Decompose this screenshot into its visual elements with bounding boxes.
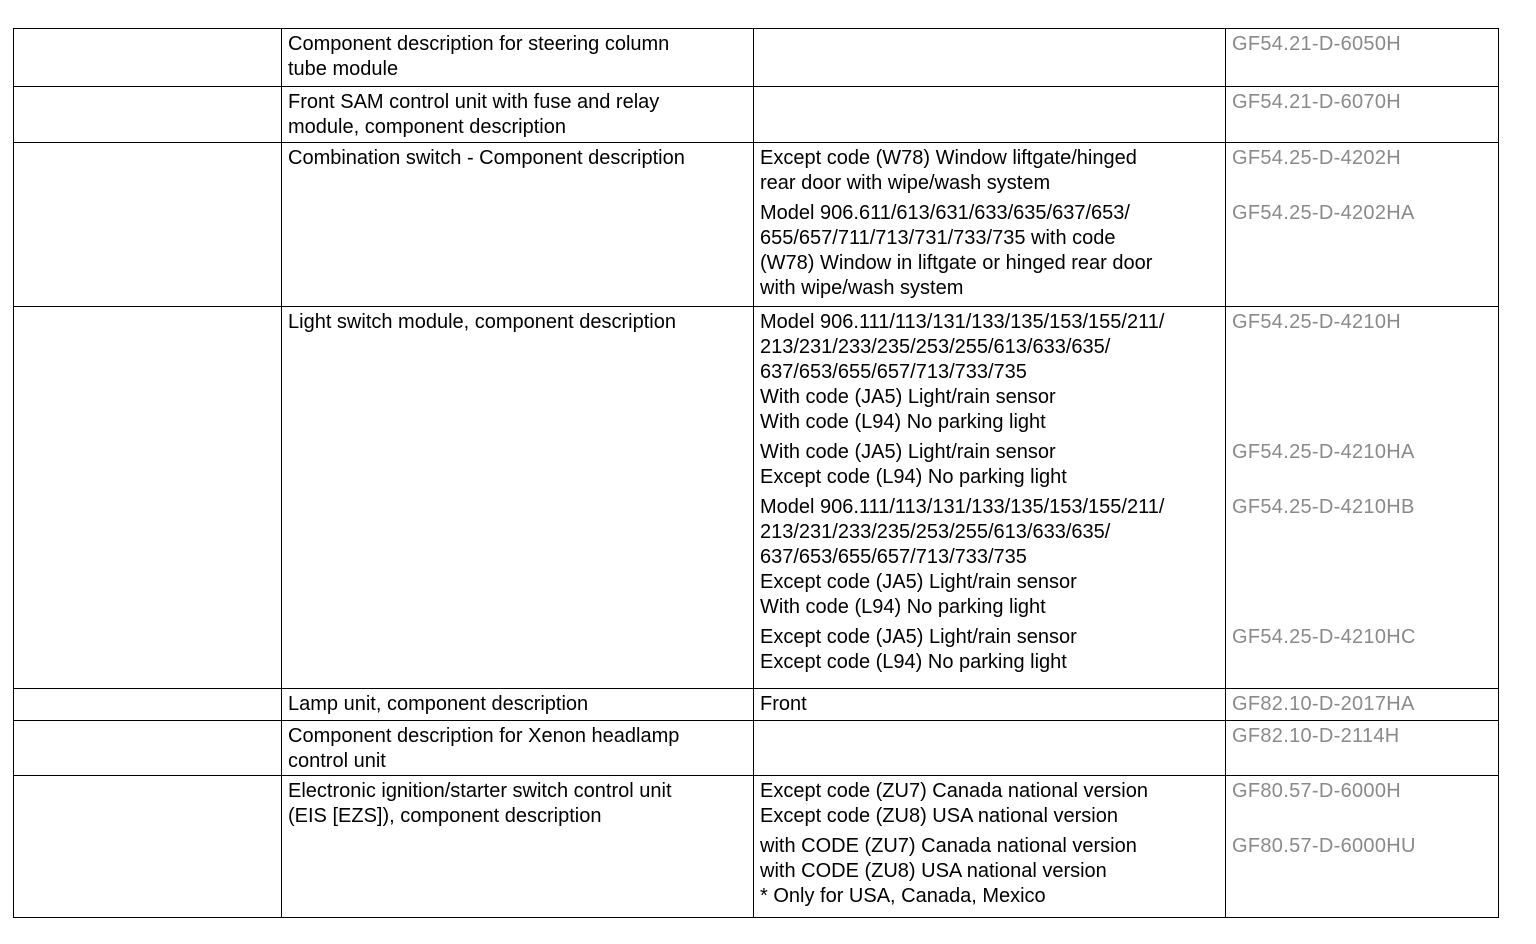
document-code-link[interactable]: GF54.21-D-6070H <box>1232 91 1402 113</box>
document-code-link[interactable]: GF54.25-D-4210HA <box>1232 441 1415 463</box>
condition-block <box>760 310 1221 435</box>
table-body <box>14 29 1499 918</box>
condition-line: Except code (ZU7) Canada national version <box>760 780 1148 802</box>
document-code-cell <box>1226 87 1499 143</box>
condition-line: 637/653/655/657/713/733/735 <box>760 546 1027 568</box>
component-description-cell <box>282 87 754 143</box>
component-description-line: Electronic ignition/starter switch control unit <box>288 780 672 802</box>
condition-line: Except code (JA5) Light/rain sensor <box>760 571 1077 593</box>
condition-cell <box>754 143 1226 307</box>
component-description-line: module, component description <box>288 116 566 138</box>
condition-line: 213/231/233/235/253/255/613/633/635/ <box>760 336 1111 358</box>
condition-block <box>760 834 1221 909</box>
condition-cell <box>754 776 1226 918</box>
condition-line: Except code (ZU8) USA national version <box>760 805 1118 827</box>
table-row <box>14 689 1499 721</box>
document-code-cell <box>1226 29 1499 87</box>
condition-line: Except code (W78) Window liftgate/hinged <box>760 147 1137 169</box>
document-code-cell <box>1226 689 1499 721</box>
empty-cell <box>14 307 282 689</box>
component-description-cell <box>282 721 754 776</box>
condition-line: with CODE (ZU8) USA national version <box>760 860 1107 882</box>
component-description-line: control unit <box>288 750 386 772</box>
table-row <box>14 87 1499 143</box>
condition-block <box>760 779 1221 829</box>
empty-cell <box>14 689 282 721</box>
condition-cell <box>754 689 1226 721</box>
component-description-cell <box>282 143 754 307</box>
condition-line: Model 906.111/113/131/133/135/153/155/211/ <box>760 311 1165 333</box>
table-row <box>14 721 1499 776</box>
condition-line: With code (JA5) Light/rain sensor <box>760 386 1056 408</box>
condition-cell <box>754 307 1226 689</box>
component-description-line: Component description for steering column <box>288 33 670 55</box>
condition-line: 655/657/711/713/731/733/735 with code <box>760 227 1116 249</box>
condition-line: (W78) Window in liftgate or hinged rear door <box>760 252 1153 274</box>
document-code-cell <box>1226 307 1499 689</box>
document-code-link[interactable]: GF54.21-D-6050H <box>1232 33 1402 55</box>
condition-line: Front <box>760 693 807 715</box>
component-description-cell <box>282 776 754 918</box>
component-description-cell <box>282 689 754 721</box>
condition-line: Except code (L94) No parking light <box>760 466 1067 488</box>
empty-cell <box>14 87 282 143</box>
table-row <box>14 29 1499 87</box>
condition-line: with CODE (ZU7) Canada national version <box>760 835 1137 857</box>
condition-line: With code (JA5) Light/rain sensor <box>760 441 1056 463</box>
condition-line: Except code (L94) No parking light <box>760 651 1067 673</box>
condition-line: rear door with wipe/wash system <box>760 172 1051 194</box>
condition-block <box>760 495 1221 620</box>
document-code-link[interactable]: GF82.10-D-2114H <box>1232 725 1400 747</box>
document-code-cell <box>1226 721 1499 776</box>
condition-block <box>760 440 1221 490</box>
empty-cell <box>14 29 282 87</box>
condition-cell <box>754 87 1226 143</box>
condition-cell <box>754 29 1226 87</box>
component-description-cell <box>282 307 754 689</box>
component-description-line: Light switch module, component description <box>288 311 676 333</box>
document-code-link[interactable]: GF54.25-D-4210H <box>1232 311 1402 333</box>
empty-cell <box>14 776 282 918</box>
document-code-link[interactable]: GF54.25-D-4210HC <box>1232 626 1416 648</box>
table-row <box>14 143 1499 307</box>
condition-line: 213/231/233/235/253/255/613/633/635/ <box>760 521 1111 543</box>
condition-line: Model 906.611/613/631/633/635/637/653/ <box>760 202 1130 224</box>
component-description-cell <box>282 29 754 87</box>
condition-line: * Only for USA, Canada, Mexico <box>760 885 1046 907</box>
component-description-line: (EIS [EZS]), component description <box>288 805 602 827</box>
component-description-line: Combination switch - Component description <box>288 147 685 169</box>
condition-line: Model 906.111/113/131/133/135/153/155/211/ <box>760 496 1165 518</box>
table-row <box>14 307 1499 689</box>
condition-line: with wipe/wash system <box>760 277 964 299</box>
condition-line: With code (L94) No parking light <box>760 596 1046 618</box>
component-description-line: Lamp unit, component description <box>288 693 589 715</box>
condition-block <box>760 625 1221 675</box>
component-description-line: Component description for Xenon headlamp <box>288 725 680 747</box>
condition-block <box>760 201 1221 301</box>
condition-line: Except code (JA5) Light/rain sensor <box>760 626 1077 648</box>
condition-cell <box>754 721 1226 776</box>
component-description-table <box>13 28 1499 918</box>
condition-block <box>760 692 1221 717</box>
document-code-link[interactable]: GF54.25-D-4202HA <box>1232 202 1415 224</box>
document-code-link[interactable]: GF54.25-D-4210HB <box>1232 496 1415 518</box>
condition-line: With code (L94) No parking light <box>760 411 1046 433</box>
document-code-link[interactable]: GF80.57-D-6000HU <box>1232 835 1416 857</box>
condition-line: 637/653/655/657/713/733/735 <box>760 361 1027 383</box>
document-code-cell <box>1226 776 1499 918</box>
empty-cell <box>14 721 282 776</box>
document-code-link[interactable]: GF54.25-D-4202H <box>1232 147 1402 169</box>
condition-block <box>760 146 1221 196</box>
component-description-line: tube module <box>288 58 399 80</box>
document-code-link[interactable]: GF82.10-D-2017HA <box>1232 693 1415 715</box>
table-row <box>14 776 1499 918</box>
component-description-line: Front SAM control unit with fuse and relay <box>288 91 660 113</box>
document-code-cell <box>1226 143 1499 307</box>
document-code-link[interactable]: GF80.57-D-6000H <box>1232 780 1402 802</box>
empty-cell <box>14 143 282 307</box>
